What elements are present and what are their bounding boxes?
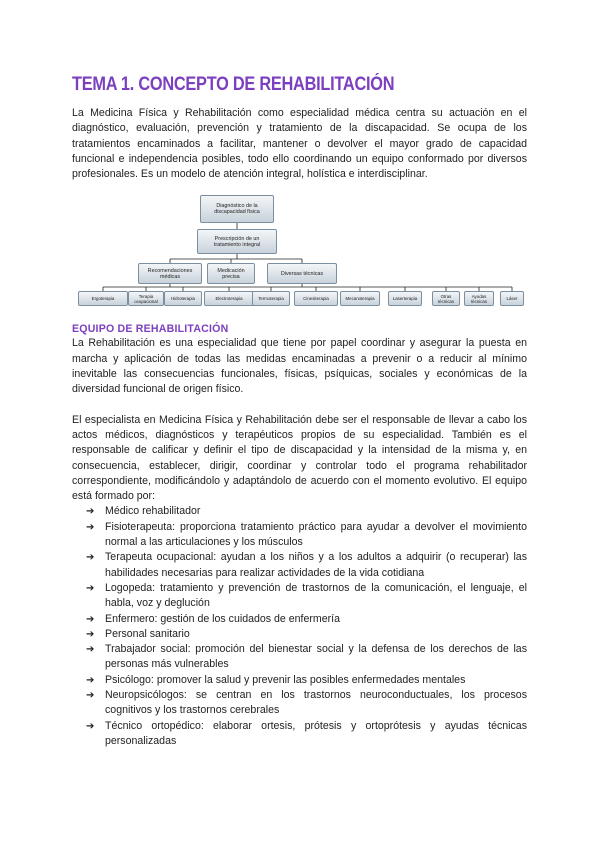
diagram-box-diagnosis: Diagnóstico de la discapacidad física — [200, 195, 274, 223]
section-title: EQUIPO DE REHABILITACIÓN — [72, 323, 229, 336]
arrow-icon: ➔ — [86, 506, 95, 518]
list-item: ➔ Técnico ortopédico: elaborar ortesis, prótesis y ortoprótesis y ayudas técnicas personalizadas — [86, 719, 527, 747]
diagram-box-recommendations: Recomendaciones médicas — [138, 263, 202, 284]
arrow-icon: ➔ — [86, 552, 95, 564]
page-title: TEMA 1. CONCEPTO DE REHABILITACIÓN — [72, 74, 395, 95]
list-item: ➔ Psicólogo: promover la salud y prevenir las posibles enfermedades mentales — [105, 673, 527, 688]
list-item: ➔ Logopeda: tratamiento y prevención de trastornos de la comunicación, el lenguaje, el habla, voz y deglución — [86, 581, 527, 610]
diagram-box-technique: Mecanoterapia — [340, 291, 380, 306]
list-item: ➔ Neuropsicólogos: se centran en los trastornos neuroconductuales, los procesos cognitivos y los trastornos cerebrales — [86, 689, 527, 717]
arrow-icon: ➔ — [86, 521, 95, 533]
diagram-box-technique: Otras técnicas — [432, 291, 460, 306]
list-item: ➔ Personal sanitario — [105, 627, 527, 642]
diagram-box-technique: Láser — [500, 291, 524, 306]
diagram-box-techniques: Diversas técnicas — [267, 263, 337, 284]
list-item: ➔ Fisioterapeuta: proporciona tratamiento práctico para ayudar a devolver el movimiento normal a las articulaciones y los músculos — [86, 520, 527, 549]
diagram-box-technique: Laserterapia — [388, 291, 422, 306]
arrow-icon: ➔ — [86, 582, 95, 594]
diagram-box-technique: Terapia ocupacional — [128, 291, 164, 306]
arrow-icon: ➔ — [86, 720, 95, 732]
rehabilitation-diagram — [72, 193, 527, 311]
list-item: ➔ Terapeuta ocupacional: ayudan a los niños y a los adultos a adquirir (o recuperar) las habilidades necesarias para realizar actividades de la vida cotidiana — [86, 551, 527, 579]
list-item: ➔ Trabajador social: promoción del bienestar social y la defensa de los derechos de las personas más vulnerables — [86, 643, 527, 671]
list-item: ➔ Enfermero: gestión de los cuidados de enfermería — [105, 612, 527, 627]
list-item: ➔ Médico rehabilitador — [105, 504, 527, 519]
diagram-box-prescription: Prescripción de un tratamiento integral — [197, 229, 277, 254]
arrow-icon: ➔ — [86, 644, 95, 656]
paragraph-specialist: El especialista en Medicina Física y Rehabilitación debe ser el responsable de llevar a cabo los actos médicos, diagnósticos y terapéuticos propios de su especialidad. También es el responsable de calificar y definir el tipo de discapacidad y la intensidad de la misma y, en consecuencia, establecer, dirigir, coordinar y controlar todo el programa rehabilitador correspondiente, modificándolo y adaptándolo de acuerdo con el momento evolutivo. El equipo está formado por: — [72, 413, 527, 503]
diagram-box-technique: Termoterapia — [252, 291, 290, 306]
diagram-box-technique: Ayudas técnicas — [464, 291, 494, 306]
team-list — [72, 504, 527, 749]
arrow-icon: ➔ — [86, 674, 95, 686]
arrow-icon: ➔ — [86, 628, 95, 640]
diagram-box-technique: Ergoterapia — [78, 291, 128, 306]
diagram-box-technique: Electroterapia — [204, 291, 254, 306]
diagram-box-medication: Medicación precisa — [207, 263, 255, 284]
arrow-icon: ➔ — [86, 690, 95, 702]
diagram-box-technique: Hidroterapia — [164, 291, 202, 306]
intro-paragraph: La Medicina Física y Rehabilitación como especialidad médica centra su actuación en el diagnóstico, evaluación, prevención y tratamiento de la discapacidad. Se ocupa de los tratamientos encaminados a facilitar, mantener o devolver el mayor grado de capacidad funcional e independencia posibles, todo ello coordinando un equipo conformado por diversos profesionales. Es un modelo de atención integral, holística e interdisciplinar. — [72, 107, 527, 181]
document-page — [72, 74, 527, 749]
diagram-box-technique: Cinesiterapia — [294, 291, 338, 306]
paragraph-rehabilitation: La Rehabilitación es una especialidad que tiene por papel coordinar y asegurar la puesta en marcha y aplicación de todas las medidas encaminadas a prevenir o a reducir al mínimo inevitable las consecuencias funcionales, físicas, psíquicas, sociales y económicas de la diversidad funcional de origen físico. — [72, 337, 527, 396]
arrow-icon: ➔ — [86, 613, 95, 625]
